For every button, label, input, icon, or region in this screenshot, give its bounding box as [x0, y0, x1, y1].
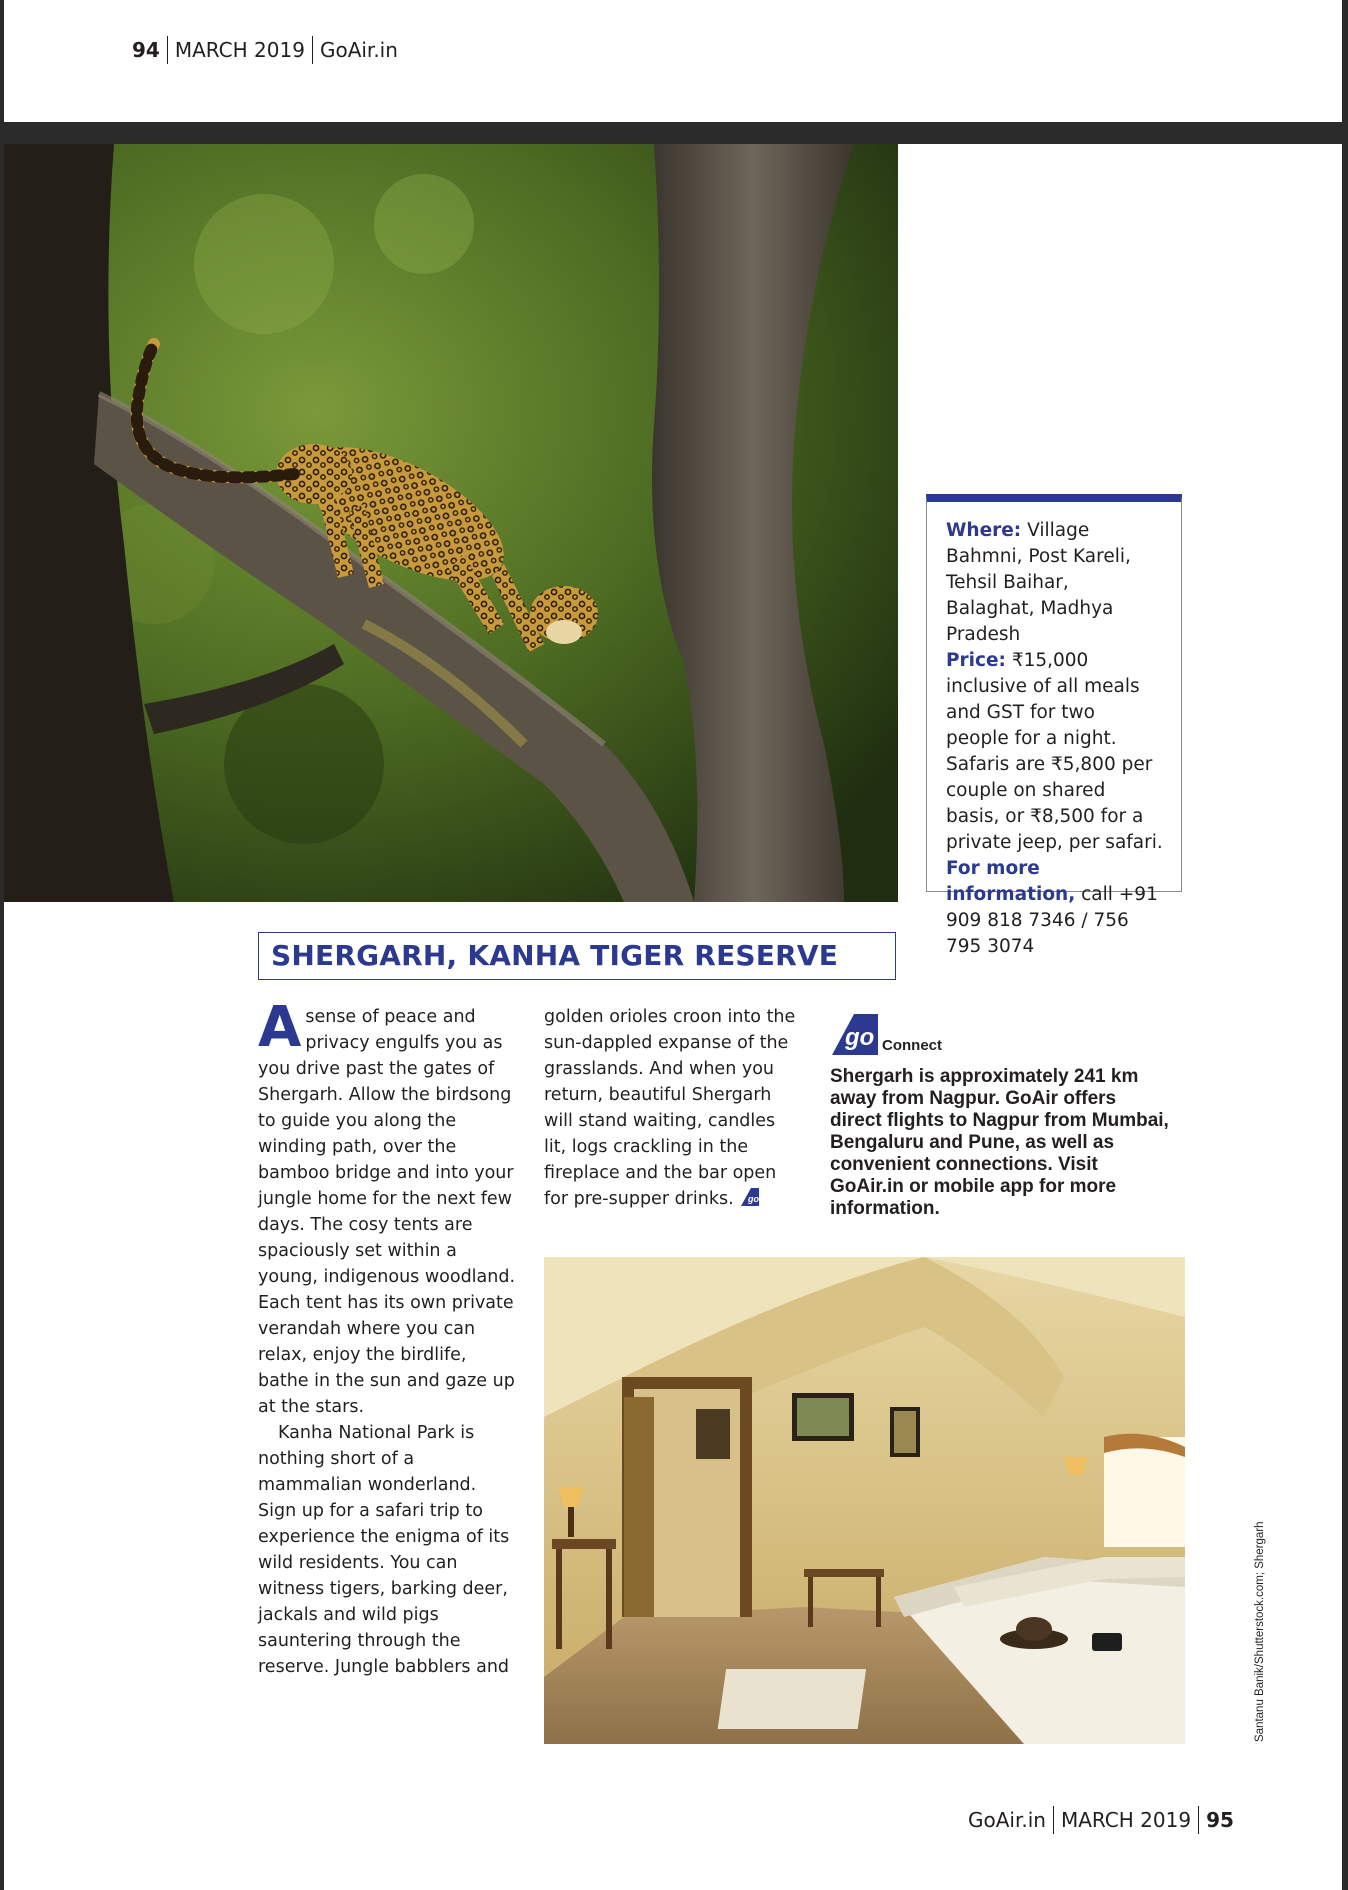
where-text: Village Bahmni, Post Kareli, Tehsil Baihar, Balaghat, Madhya Pradesh [946, 520, 1131, 645]
goair-logo-icon [830, 1012, 880, 1056]
info-box [926, 494, 1182, 957]
article-paragraph-1 [258, 995, 516, 1420]
svg-text:go: go [748, 1194, 760, 1204]
photo-credit: Santanu Banik/Shutterstock.com; Shergarh [1254, 1521, 1266, 1742]
page-number-top: 94 [132, 38, 160, 62]
go-connect-logo [830, 1012, 1170, 1056]
goair-end-mark-icon [739, 1187, 761, 1215]
connect-label: Connect [882, 1037, 942, 1054]
price-text: ₹15,000 inclusive of all meals and GST for two people for a night. Safaris are ₹5,800 per couple on shared basis, or ₹8,500 for a private jeep, per safari. [946, 650, 1163, 853]
article-column-2 [544, 1004, 802, 1215]
page-gutter-right [1342, 0, 1348, 1890]
price-label: Price: [946, 650, 1006, 671]
article-headline: SHERGARH, KANHA TIGER RESERVE [258, 932, 896, 980]
where-label: Where: [946, 520, 1022, 541]
folio-bottom [968, 1806, 1234, 1834]
info-price [946, 648, 1163, 856]
connect-text: Shergarh is approximately 241 km away from Nagpur. GoAir offers direct flights to Nagpur from Mumbai, Bengaluru and Pune, as well as convenient connections. Visit GoAir.in or mobile app for more information. [830, 1066, 1169, 1219]
folio-separator [167, 36, 168, 64]
tent-interior-illustration [544, 1257, 1185, 1744]
page-number-bottom: 95 [1206, 1808, 1234, 1832]
page-divider-band [0, 122, 1348, 144]
paragraph-1-text: sense of peace and privacy engulfs you as you drive past the gates of Shergarh. Allow the birdsong to guide you along the winding path, over the bamboo bridge and into your jungle home for the next few days. The cosy tents are spaciously set within a young, indigenous woodland. Each tent has its own private verandah where you can relax, enjoy the birdlife, bathe in the sun and gaze up at the stars. [258, 1007, 516, 1417]
info-more [946, 856, 1163, 960]
drop-cap: A [258, 995, 302, 1060]
folio-site-bottom: GoAir.in [968, 1808, 1046, 1832]
article-column-1 [258, 995, 516, 1680]
article-paragraph-3 [544, 1004, 802, 1215]
leopard-illustration [4, 144, 898, 902]
folio-separator [1198, 1806, 1199, 1834]
folio-separator [312, 36, 313, 64]
folio-site-top: GoAir.in [319, 38, 398, 62]
article-paragraph-2: Kanha National Park is nothing short of a mammalian wonderland. Sign up for a safari trip to experience the enigma of its wild residents. You can witness tigers, barking deer, jackals and wild pigs sauntering through the reserve. Jungle babblers and [258, 1423, 510, 1677]
folio-month-top: MARCH 2019 [174, 38, 305, 62]
folio-month-bottom: MARCH 2019 [1060, 1808, 1192, 1832]
more-info-text: call +91 909 818 7346 / 756 795 3074 [946, 884, 1158, 957]
paragraph-3-text: golden orioles croon into the sun-dappled expanse of the grasslands. And when you return, beautiful Shergarh will stand waiting, candles lit, logs crackling in the fireplace and the bar open for pre-supper drinks. [544, 1007, 796, 1209]
info-where [946, 518, 1163, 648]
go-connect-box [830, 1012, 1170, 1220]
folio-separator [1053, 1806, 1054, 1834]
more-info-label: For more information, [946, 858, 1076, 905]
folio-top [132, 36, 398, 64]
tent-interior-photo [544, 1257, 1185, 1744]
go-logo-text: go [845, 1024, 875, 1051]
leopard-photo [4, 144, 898, 902]
